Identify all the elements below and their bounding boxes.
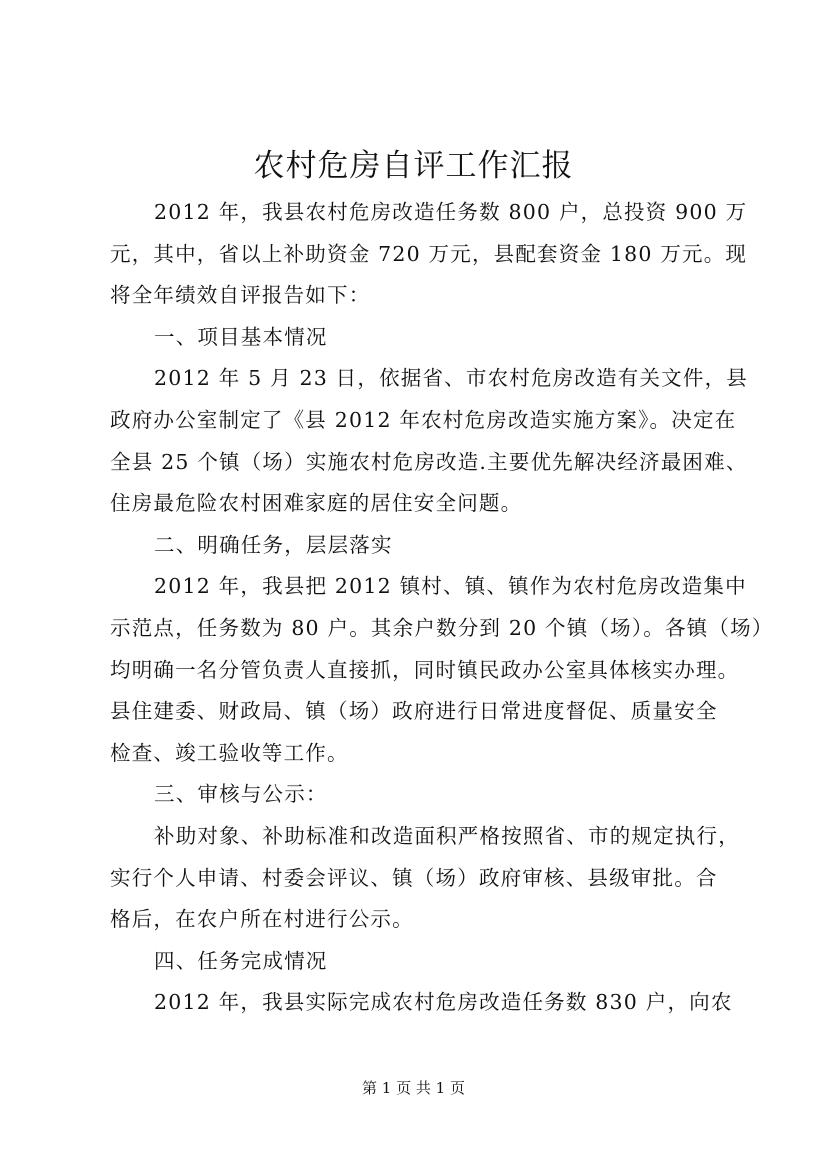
body-line: 2012 年，我县农村危房改造任务数 800 户，总投资 900 万 <box>154 200 748 224</box>
document-body <box>110 192 774 1024</box>
body-line: 示范点，任务数为 80 户。其余户数分到 20 个镇（场）。各镇（场） <box>110 615 774 640</box>
body-line: 政府办公室制定了《县 2012 年农村危房改造实施方案》。决定在 <box>110 407 737 432</box>
body-line: 均明确一名分管负责人直接抓，同时镇民政办公室具体核实办理。 <box>110 657 740 682</box>
body-line: 格后，在农户所在村进行公示。 <box>110 907 414 932</box>
body-line: 全县 25 个镇（场）实施农村危房改造.主要优先解决经济最困难、 <box>110 449 748 474</box>
body-line: 住房最危险农村困难家庭的居住安全问题。 <box>110 491 523 516</box>
body-line: 三、审核与公示： <box>154 782 328 807</box>
body-line: 2012 年，我县实际完成农村危房改造任务数 830 户，向农 <box>154 990 733 1015</box>
body-line: 二、明确任务，层层落实 <box>154 532 393 557</box>
document-title: 农村危房自评工作汇报 <box>253 148 574 184</box>
body-line: 四、任务完成情况 <box>154 948 328 973</box>
body-line: 将全年绩效自评报告如下： <box>110 283 371 308</box>
body-line: 元，其中，省以上补助资金 720 万元，县配套资金 180 万元。现 <box>110 241 748 266</box>
page-footer: 第 1 页 共 1 页 <box>362 1079 465 1097</box>
body-line: 2012 年，我县把 2012 镇村、镇、镇作为农村危房改造集中 <box>154 574 747 599</box>
body-line: 实行个人申请、村委会评议、镇（场）政府审核、县级审批。合 <box>110 865 718 890</box>
body-line: 2012 年 5 月 23 日，依据省、市农村危房改造有关文件，县 <box>154 366 748 391</box>
body-line: 补助对象、补助标准和改造面积严格按照省、市的规定执行， <box>154 823 740 848</box>
body-line: 县住建委、财政局、镇（场）政府进行日常进度督促、质量安全 <box>110 699 718 724</box>
body-line: 一、项目基本情况 <box>154 324 328 349</box>
body-line: 检查、竣工验收等工作。 <box>110 740 349 765</box>
